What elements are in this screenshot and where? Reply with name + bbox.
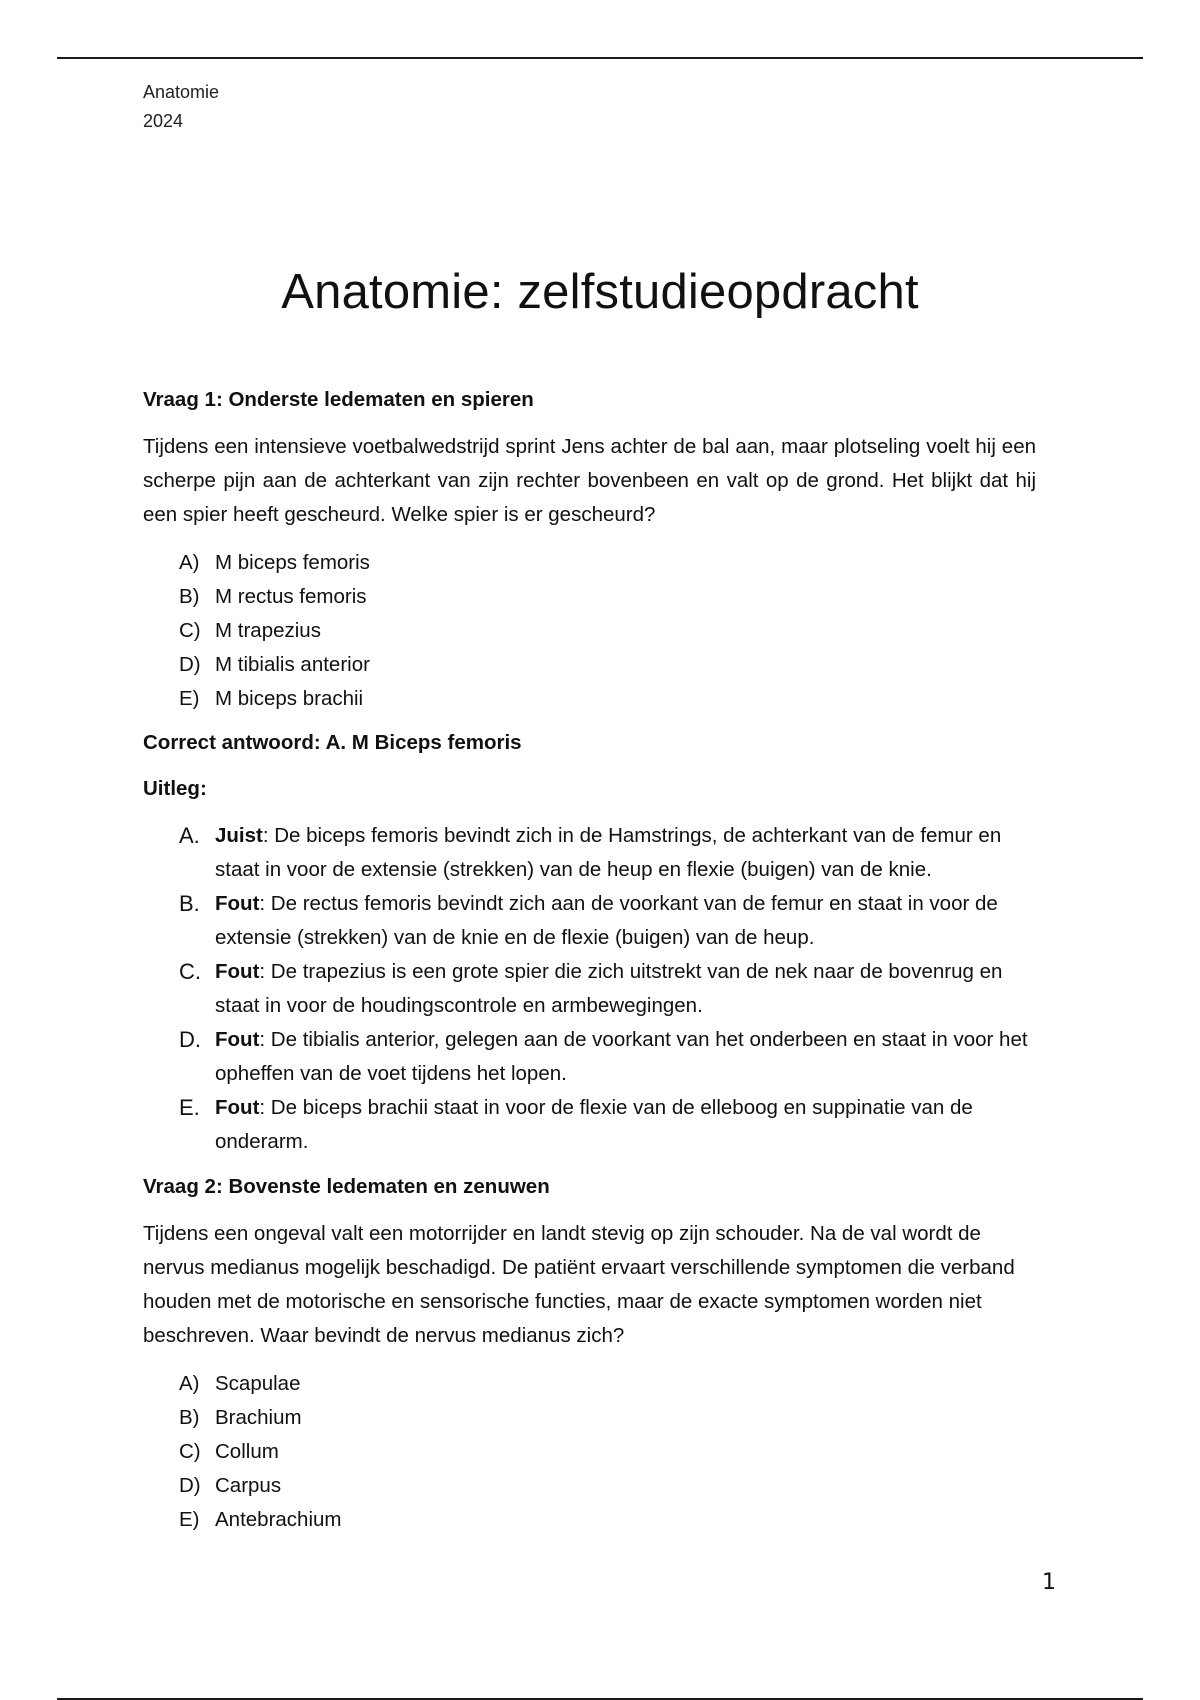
explanation-text: : De tibialis anterior, gelegen aan de voorkant van het onderbeen en staat in voor het opheffen van de voet tijdens het lopen. [215, 1028, 1028, 1085]
option-item [179, 648, 1036, 682]
question-2-text: Tijdens een ongeval valt een motorrijder en landt stevig op zijn schouder. Na de val wordt de nervus medianus mogelijk beschadigd. De patiënt ervaart verschillende symptomen die verband houden met de motorische en sensorische functies, maar de exacte symptomen worden niet beschreven. Waar bevindt de nervus medianus zich? [143, 1222, 1015, 1347]
option-text: Carpus [215, 1474, 282, 1497]
uitleg-label: Uitleg: [143, 777, 207, 800]
option-text: Antebrachium [215, 1508, 342, 1531]
option-label: C) [179, 619, 201, 642]
explanation-item [179, 819, 1036, 887]
explanation-label: E. [179, 1095, 200, 1120]
explanation-label: C. [179, 959, 201, 984]
explanation-item [179, 1091, 1036, 1159]
question-2-heading: Vraag 2: Bovenste ledematen en zenuwen [143, 1175, 550, 1198]
option-item [179, 1469, 1036, 1503]
explanation-verdict: Fout [215, 960, 260, 983]
explanation-label: B. [179, 891, 200, 916]
option-item [179, 1401, 1036, 1435]
explanation-text: : De biceps femoris bevindt zich in de Hamstrings, de achterkant van de femur en staat in voor de extensie (strekken) van de heup en flexie (buigen) van de knie. [215, 824, 1002, 881]
header-year: 2024 [143, 111, 184, 131]
explanation-verdict: Fout [215, 1096, 260, 1119]
explanation-label: D. [179, 1027, 201, 1052]
question-1-text: Tijdens een intensieve voetbalwedstrijd sprint Jens achter de bal aan, maar plotseling voelt hij een scherpe pijn aan de achterkant van zijn rechter bovenbeen en valt op de grond. Het blijkt dat hij een spier heeft gescheurd. Welke spier is er gescheurd? [143, 435, 1036, 526]
option-text: Scapulae [215, 1372, 301, 1395]
explanation-text: : De rectus femoris bevindt zich aan de voorkant van de femur en staat in voor de extensie (strekken) van de knie en de flexie (buigen) van de heup. [215, 892, 998, 949]
option-item [179, 614, 1036, 648]
option-label: E) [179, 687, 200, 710]
option-text: M biceps femoris [215, 551, 370, 574]
option-text: M trapezius [215, 619, 321, 642]
explanation-item [179, 955, 1036, 1023]
question-1-explanations [179, 819, 1036, 1159]
option-text: M biceps brachii [215, 687, 364, 710]
option-label: E) [179, 1508, 200, 1531]
option-text: M rectus femoris [215, 585, 367, 608]
explanation-item [179, 1023, 1036, 1091]
option-item [179, 1503, 1036, 1537]
explanation-label: A. [179, 823, 200, 848]
explanation-text: : De trapezius is een grote spier die zich uitstrekt van de nek naar de bovenrug en staat in voor de houdingscontrole en armbewegingen. [215, 960, 1003, 1017]
option-text: M tibialis anterior [215, 653, 370, 676]
question-1-heading: Vraag 1: Onderste ledematen en spieren [143, 388, 534, 411]
explanation-verdict: Fout [215, 1028, 260, 1051]
option-item [179, 546, 1036, 580]
explanation-verdict: Fout [215, 892, 260, 915]
option-text: Brachium [215, 1406, 302, 1429]
option-text: Collum [215, 1440, 279, 1463]
option-item [179, 682, 1036, 716]
header-subject: Anatomie [143, 82, 220, 102]
page-header [143, 78, 219, 136]
option-label: B) [179, 1406, 200, 1429]
document-body [143, 383, 1036, 1537]
option-label: A) [179, 551, 200, 574]
option-label: C) [179, 1440, 201, 1463]
top-rule [57, 57, 1143, 59]
question-1-options [179, 546, 1036, 716]
page-number: 1 [1042, 1570, 1056, 1595]
document-title: Anatomie: zelfstudieopdracht [281, 265, 919, 319]
option-label: D) [179, 1474, 201, 1497]
question-1-answer: Correct antwoord: A. M Biceps femoris [143, 731, 522, 754]
explanation-verdict: Juist [215, 824, 263, 847]
explanation-item [179, 887, 1036, 955]
option-item [179, 1367, 1036, 1401]
explanation-text: : De biceps brachii staat in voor de flexie van de elleboog en suppinatie van de onderarm. [215, 1096, 973, 1153]
option-label: B) [179, 585, 200, 608]
option-item [179, 1435, 1036, 1469]
option-item [179, 580, 1036, 614]
option-label: D) [179, 653, 201, 676]
option-label: A) [179, 1372, 200, 1395]
question-2-options [179, 1367, 1036, 1537]
